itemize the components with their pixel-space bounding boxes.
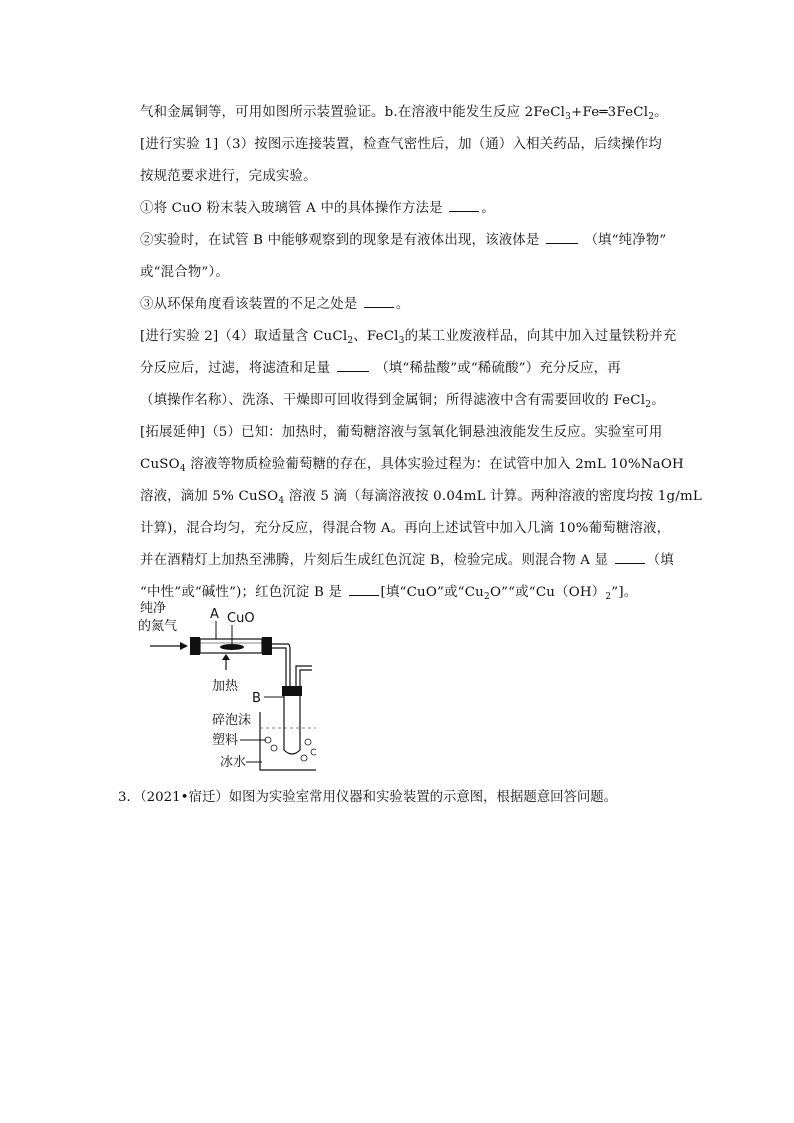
subscript: 2 (484, 592, 490, 602)
text-span: 溶液，滴加 5% CuSO (140, 489, 279, 504)
text-span: [进行实验 2]（4）取适量含 CuCl (140, 329, 348, 344)
gas-label-line2: 的氮气 (138, 619, 178, 634)
text-span: 溶液等物质检验葡萄糖的存在，具体实验过程为：在试管中加入 2mL 10%NaOH (185, 457, 684, 472)
test-tube-b (284, 696, 300, 754)
right-stopper (262, 637, 272, 655)
label-foam-line1: 碎泡沫 (212, 713, 252, 728)
test-tube-stopper (282, 686, 302, 696)
subscript: 3 (398, 336, 405, 346)
exhaust-tube-inner (300, 670, 312, 688)
text-span: 。 (395, 297, 410, 312)
text-span: +Fe═3FeCl (571, 105, 649, 120)
subscript: 3 (565, 112, 572, 122)
subscript: 2 (648, 112, 655, 122)
text-span: ①将 CuO 粉末装入玻璃管 A 中的具体操作方法是 (140, 201, 443, 216)
text-span: “中性”或“碱性”)；红色沉淀 B 是 (140, 585, 343, 600)
question-3-heading: 3．（2021•宿迁）如图为实验室常用仪器和实验装置的示意图，根据题意回答问题。 (118, 790, 618, 805)
text-line: 计算)，混合均匀，充分反应，得混合物 A。再向上述试管中加入几滴 10%葡萄糖溶液， (140, 521, 671, 536)
apparatus-svg (136, 600, 316, 780)
text-span: 。 (651, 393, 665, 408)
text-line (140, 353, 680, 385)
foam-bubble (271, 745, 277, 751)
subscript: 2 (605, 592, 612, 602)
text-span: 。 (481, 201, 495, 216)
text-span: 溶液 5 滴（每滴溶液按 0.04mL 计算。两种溶液的密度均按 1g/mL (284, 489, 702, 504)
left-stopper (190, 637, 200, 655)
text-line (140, 385, 680, 417)
answer-blank[interactable] (337, 357, 369, 372)
subscript: 4 (278, 496, 285, 506)
text-line (140, 449, 684, 481)
text-span: ③从环保角度看该装置的不足之处是 (140, 297, 358, 312)
answer-blank[interactable] (349, 581, 379, 596)
question-2-text (140, 97, 702, 609)
subscript: 4 (179, 464, 186, 474)
text-line: [进行实验 1]（3）按图示连接装置，检查气密性后，加（通）入相关药品，后续操作均 (140, 137, 663, 152)
text-line (140, 321, 680, 353)
text-span: 分反应后，过滤，将滤渣和足量 (140, 361, 331, 376)
text-span: （填“纯净物” (584, 233, 667, 248)
label-foam-line2: 塑料 (212, 733, 239, 748)
answer-blank[interactable] (615, 549, 645, 564)
beaker (260, 712, 316, 770)
answer-blank[interactable] (546, 229, 578, 244)
text-line: 或“混合物”）。 (140, 265, 229, 280)
apparatus-diagram (136, 600, 316, 780)
text-line (140, 193, 680, 225)
text-line (140, 481, 702, 513)
heat-arrow-head (222, 654, 230, 660)
label-a: A (210, 607, 219, 622)
text-line (140, 289, 680, 321)
text-span: 的某工业废液样品，向其中加入过量铁粉并充 (404, 329, 677, 344)
text-span: O”“或“Cu（OH） (489, 585, 606, 600)
text-span: [填“CuO”或“Cu (380, 585, 484, 600)
text-line (140, 545, 680, 577)
text-span: （填操作名称）、洗涤、干燥即可回收得到金属铜；所得滤液中含有需要回收的 FeCl (140, 393, 646, 408)
foam-bubble (311, 749, 316, 755)
text-line (140, 225, 680, 257)
exhaust-tube (296, 666, 312, 688)
label-heat: 加热 (212, 679, 239, 694)
label-ice-water: 冰水 (220, 755, 247, 770)
foam-bubble (301, 755, 307, 761)
text-line (140, 97, 680, 129)
outlet-tube (272, 644, 290, 688)
label-b: B (252, 691, 261, 706)
text-line: [拓展延伸]（5）已知：加热时，葡萄糖溶液与氢氧化铜悬浊液能发生反应。实验室可用 (140, 425, 663, 440)
subscript: 2 (645, 400, 652, 410)
text-span: ”]。 (611, 585, 638, 600)
text-span: CuSO (140, 457, 180, 472)
foam-bubble (305, 739, 311, 745)
text-span: （填“稀盐酸”或“稀硫酸”）充分反应，再 (375, 361, 621, 376)
gas-label-line1: 纯净 (140, 601, 167, 616)
subscript: 2 (347, 336, 354, 346)
text-span: 、FeCl (353, 329, 399, 344)
text-span: 。 (654, 105, 668, 120)
answer-blank[interactable] (449, 197, 479, 212)
text-span: 气和金属铜等，可用如图所示装置验证。b.在溶液中能发生反应 2FeCl (140, 105, 566, 120)
arrow-head (180, 642, 188, 650)
outlet-tube-inner (272, 648, 286, 688)
text-line: 按规范要求进行，完成实验。 (140, 169, 317, 184)
text-span: ②实验时，在试管 B 中能够观察到的现象是有液体出现，该液体是 (140, 233, 540, 248)
text-span: （填 (646, 553, 674, 568)
label-cuo: CuO (227, 611, 255, 626)
text-span: 并在酒精灯上加热至沸腾，片刻后生成红色沉淀 B，检验完成。则混合物 A 显 (140, 553, 609, 568)
answer-blank[interactable] (364, 293, 394, 308)
